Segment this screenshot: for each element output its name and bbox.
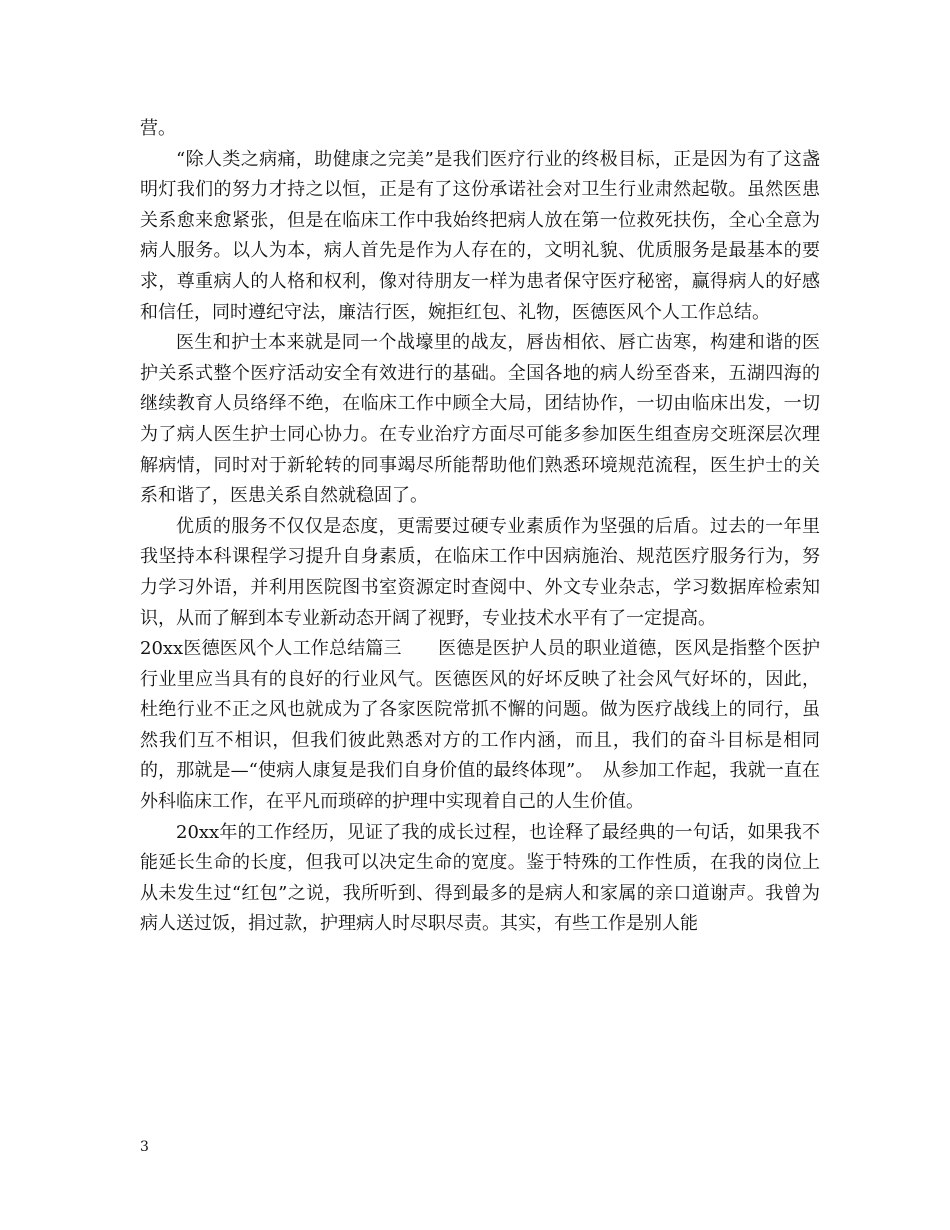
paragraph-1: 营。 bbox=[140, 118, 176, 139]
paragraph-6: 20xx年的工作经历，见证了我的成长过程，也诠释了最经典的一句话，如果我不能延长生命的长度，但我可以决定生命的宽度。鉴于特殊的工作性质，在我的岗位上从未发生过“红包”之说，我所听到、得到最多的是病人和家属的亲口道谢声。我曾为病人送过饭，捐过款，护理病人时尽职尽责。其实，有些工作是别人能 bbox=[140, 821, 820, 935]
paragraph-4: 优质的服务不仅仅是态度，更需要过硬专业素质作为坚强的后盾。过去的一年里我坚持本科课程学习提升自身素质，在临床工作中因病施治、规范医疗服务行为，努力学习外语，并利用医院图书室资源定时查阅中、外文专业杂志，学习数据库检索知识，从而了解到本专业新动态开阔了视野，专业技术水平有了一定提高。 bbox=[140, 515, 820, 629]
paragraph-2: “除人类之病痛，助健康之完美”是我们医疗行业的终极目标，正是因为有了这盏明灯我们的努力才持之以恒，正是有了这份承诺社会对卫生行业肃然起敬。虽然医患关系愈来愈紧张，但是在临床工作中我始终把病人放在第一位救死扶伤，全心全意为病人服务。以人为本，病人首先是作为人存在的，文明礼貌、优质服务是最基本的要求，尊重病人的人格和权利，像对待朋友一样为患者保守医疗秘密，赢得病人的好感和信任，同时遵纪守法，廉洁行医，婉拒红包、礼物，医德医风个人工作总结。 bbox=[140, 148, 820, 323]
paragraph-3: 医生和护士本来就是同一个战壕里的战友，唇齿相依、唇亡齿寒，构建和谐的医护关系式整个医疗活动安全有效进行的基础。全国各地的病人纷至沓来，五湖四海的继续教育人员络绎不绝，在临床工作中顾全大局，团结协作，一切由临床出发，一切为了病人医生护士同心协力。在专业治疗方面尽可能多参加医生组查房交班深层次理解病情，同时对于新轮转的同事竭尽所能帮助他们熟悉环境规范流程，医生护士的关系和谐了，医患关系自然就稳固了。 bbox=[140, 332, 820, 507]
page-number: 3 bbox=[140, 1139, 149, 1155]
document-body bbox=[140, 114, 820, 940]
paragraph-5: 20xx医德医风个人工作总结篇三 医德是医护人员的职业道德，医风是指整个医护行业里应当具有的良好的行业风气。医德医风的好坏反映了社会风气好坏的，因此，杜绝行业不正之风也就成为了各家医院常抓不懈的问题。做为医疗战线上的同行，虽然我们互不相识，但我们彼此熟悉对方的工作内涵，而且，我们的奋斗目标是相同的，那就是—“使病人康复是我们自身价值的最终体现”。 从参加工作起，我就一直在外科临床工作，在平凡而琐碎的护理中实现着自己的人生价值。 bbox=[140, 638, 820, 813]
